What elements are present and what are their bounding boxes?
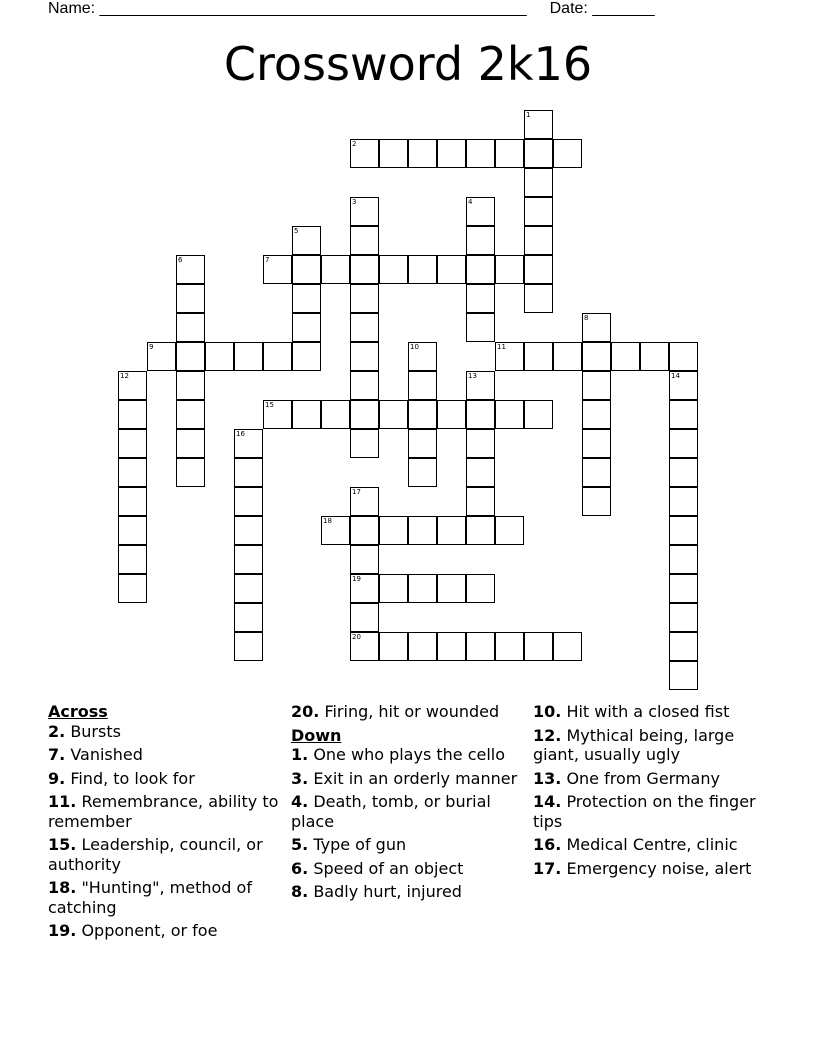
- grid-cell[interactable]: [466, 429, 495, 458]
- grid-cell[interactable]: [669, 632, 698, 661]
- grid-cell[interactable]: [466, 197, 495, 226]
- grid-cell[interactable]: [350, 400, 379, 429]
- clue-item-number: 12.: [533, 725, 562, 745]
- clue-number: 6: [178, 256, 183, 264]
- name-label: Name:: [48, 0, 96, 17]
- grid-cell[interactable]: [234, 487, 263, 516]
- grid-cell[interactable]: [669, 516, 698, 545]
- clue-item: [48, 921, 280, 941]
- grid-cell[interactable]: [176, 313, 205, 342]
- grid-cell[interactable]: [234, 574, 263, 603]
- grid-cell[interactable]: [524, 139, 553, 168]
- grid-cell[interactable]: [466, 284, 495, 313]
- grid-cell[interactable]: [205, 342, 234, 371]
- clue-item-number: 3.: [291, 768, 309, 788]
- clue-item-number: 9.: [48, 768, 66, 788]
- clue-item: [48, 835, 280, 874]
- clue-number: 18: [323, 517, 332, 525]
- clue-item-text: Badly hurt, injured: [313, 882, 462, 901]
- clue-item-text: Vanished: [70, 745, 143, 764]
- clue-item: [291, 702, 523, 722]
- clue-item: [291, 792, 523, 831]
- date-blank[interactable]: _______: [592, 0, 655, 17]
- grid-cell[interactable]: [640, 342, 669, 371]
- page-title: Crossword 2k16: [223, 37, 593, 91]
- grid-cell[interactable]: [466, 139, 495, 168]
- clue-item-text: Remembrance, ability to remember: [48, 792, 279, 831]
- grid-cell[interactable]: [524, 342, 553, 371]
- grid-cell[interactable]: [234, 632, 263, 661]
- clue-item: [291, 835, 523, 855]
- grid-cell[interactable]: [234, 603, 263, 632]
- grid-cell[interactable]: [118, 458, 147, 487]
- grid-cell[interactable]: [350, 545, 379, 574]
- grid-cell[interactable]: [495, 632, 524, 661]
- grid-cell[interactable]: [234, 545, 263, 574]
- grid-cell[interactable]: [321, 516, 350, 545]
- grid-cell[interactable]: [350, 313, 379, 342]
- grid-cell[interactable]: [408, 342, 437, 371]
- grid-cell[interactable]: [466, 226, 495, 255]
- clue-item-number: 4.: [291, 792, 309, 811]
- grid-cell[interactable]: [466, 632, 495, 661]
- grid-cell[interactable]: [495, 516, 524, 545]
- clue-item-number: 5.: [291, 835, 309, 854]
- grid-cell[interactable]: [292, 342, 321, 371]
- grid-cell[interactable]: [379, 516, 408, 545]
- grid-cell[interactable]: [408, 400, 437, 429]
- clue-number: 14: [671, 372, 680, 380]
- grid-cell[interactable]: [350, 603, 379, 632]
- grid-cell[interactable]: [466, 371, 495, 400]
- clue-item: [48, 722, 280, 742]
- grid-cell[interactable]: [669, 400, 698, 429]
- clue-number: 11: [497, 343, 506, 351]
- grid-cell[interactable]: [118, 429, 147, 458]
- grid-cell[interactable]: [524, 255, 553, 284]
- grid-cell[interactable]: [292, 313, 321, 342]
- grid-cell[interactable]: [524, 632, 553, 661]
- clue-item-number: 19.: [48, 921, 77, 940]
- grid-cell[interactable]: [176, 429, 205, 458]
- grid-cell[interactable]: [466, 255, 495, 284]
- grid-cell[interactable]: [118, 487, 147, 516]
- grid-cell[interactable]: [263, 255, 292, 284]
- clue-item: [533, 726, 769, 765]
- clue-item-text: Exit in an orderly manner: [313, 768, 518, 788]
- grid-cell[interactable]: [669, 458, 698, 487]
- clue-item: [291, 882, 523, 902]
- grid-cell[interactable]: [379, 400, 408, 429]
- grid-cell[interactable]: [669, 603, 698, 632]
- grid-cell[interactable]: [292, 284, 321, 313]
- grid-cell[interactable]: [176, 255, 205, 284]
- grid-cell[interactable]: [582, 400, 611, 429]
- clue-heading-down: Down: [291, 725, 342, 745]
- grid-cell[interactable]: [524, 226, 553, 255]
- grid-cell[interactable]: [350, 371, 379, 400]
- clue-item: [291, 859, 523, 879]
- grid-cell[interactable]: [611, 342, 640, 371]
- grid-cell[interactable]: [234, 516, 263, 545]
- grid-cell[interactable]: [408, 139, 437, 168]
- clue-item: [48, 878, 280, 917]
- grid-cell[interactable]: [408, 458, 437, 487]
- clue-item-number: 14.: [533, 792, 562, 811]
- clue-item-text: Bursts: [70, 721, 121, 741]
- clue-item-number: 16.: [533, 835, 562, 854]
- grid-cell[interactable]: [176, 400, 205, 429]
- clue-item: [533, 835, 769, 855]
- clue-item: [48, 769, 280, 789]
- grid-cell[interactable]: [118, 371, 147, 400]
- grid-cell[interactable]: [524, 284, 553, 313]
- grid-cell[interactable]: [582, 371, 611, 400]
- grid-cell[interactable]: [582, 313, 611, 342]
- clue-number: 16: [236, 430, 245, 438]
- clue-number: 9: [149, 343, 154, 351]
- grid-cell[interactable]: [263, 342, 292, 371]
- grid-cell[interactable]: [524, 197, 553, 226]
- clue-number: 8: [584, 314, 589, 322]
- clue-item-number: 15.: [48, 835, 77, 854]
- clue-number: 3: [352, 198, 357, 206]
- grid-cell[interactable]: [234, 342, 263, 371]
- clue-item-text: Firing, hit or wounded: [324, 702, 500, 721]
- grid-cell[interactable]: [408, 371, 437, 400]
- grid-cell[interactable]: [495, 139, 524, 168]
- clue-item-text: One who plays the cello: [313, 745, 506, 764]
- grid-cell[interactable]: [669, 545, 698, 574]
- clue-column-2: [291, 702, 523, 906]
- clue-item-text: Medical Centre, clinic: [566, 835, 738, 854]
- grid-cell[interactable]: [118, 574, 147, 603]
- clue-item-text: Find, to look for: [70, 768, 195, 788]
- grid-cell[interactable]: [495, 255, 524, 284]
- clue-item-text: Opponent, or foe: [81, 921, 218, 940]
- clue-item-number: 11.: [48, 792, 77, 811]
- clue-column-1: [48, 702, 280, 945]
- grid-cell[interactable]: [524, 168, 553, 197]
- clue-item-text: One from Germany: [566, 768, 720, 788]
- grid-cell[interactable]: [466, 458, 495, 487]
- clue-item: [533, 859, 769, 879]
- clue-item-number: 1.: [291, 745, 309, 764]
- grid-cell[interactable]: [118, 516, 147, 545]
- clue-item: [533, 769, 769, 789]
- grid-cell[interactable]: [408, 429, 437, 458]
- grid-cell[interactable]: [553, 342, 582, 371]
- grid-cell[interactable]: [408, 574, 437, 603]
- grid-cell[interactable]: [669, 429, 698, 458]
- grid-cell[interactable]: [350, 632, 379, 661]
- grid-cell[interactable]: [176, 284, 205, 313]
- grid-cell[interactable]: [466, 574, 495, 603]
- clue-item-number: 13.: [533, 768, 562, 788]
- grid-cell[interactable]: [437, 574, 466, 603]
- grid-cell[interactable]: [437, 400, 466, 429]
- clue-item-text: Speed of an object: [313, 858, 464, 878]
- clue-item-text: Protection on the finger tips: [533, 792, 756, 831]
- grid-cell[interactable]: [118, 545, 147, 574]
- clue-column-3: [533, 702, 769, 882]
- clue-item-number: 2.: [48, 721, 66, 741]
- grid-cell[interactable]: [379, 255, 408, 284]
- grid-cell[interactable]: [437, 632, 466, 661]
- grid-cell[interactable]: [466, 313, 495, 342]
- clue-item-number: 7.: [48, 745, 66, 764]
- clue-item-number: 6.: [291, 858, 309, 878]
- grid-cell[interactable]: [292, 255, 321, 284]
- grid-cell[interactable]: [582, 429, 611, 458]
- clue-item: [48, 792, 280, 831]
- grid-cell[interactable]: [263, 400, 292, 429]
- clue-heading-across: Across: [48, 702, 108, 721]
- grid-cell[interactable]: [437, 516, 466, 545]
- grid-cell[interactable]: [582, 458, 611, 487]
- clue-item: [291, 769, 523, 789]
- clue-number: 2: [352, 140, 357, 148]
- grid-cell[interactable]: [321, 400, 350, 429]
- clue-number: 17: [352, 488, 361, 496]
- grid-cell[interactable]: [669, 487, 698, 516]
- grid-cell[interactable]: [350, 197, 379, 226]
- grid-cell[interactable]: [350, 226, 379, 255]
- name-blank[interactable]: ________________________________________________: [99, 0, 527, 17]
- grid-cell[interactable]: [350, 429, 379, 458]
- grid-cell[interactable]: [466, 487, 495, 516]
- grid-cell[interactable]: [350, 139, 379, 168]
- grid-cell[interactable]: [379, 574, 408, 603]
- clue-number: 1: [526, 111, 531, 119]
- grid-cell[interactable]: [176, 458, 205, 487]
- grid-cell[interactable]: [147, 342, 176, 371]
- grid-cell[interactable]: [176, 342, 205, 371]
- clue-item-text: Emergency noise, alert: [566, 858, 752, 878]
- grid-cell[interactable]: [350, 487, 379, 516]
- clue-number: 20: [352, 633, 361, 641]
- clue-item-number: 8.: [291, 882, 309, 901]
- clue-number: 19: [352, 575, 361, 583]
- clue-item-number: 20.: [291, 702, 320, 721]
- grid-cell[interactable]: [292, 226, 321, 255]
- grid-cell[interactable]: [437, 255, 466, 284]
- grid-cell[interactable]: [466, 400, 495, 429]
- clue-number: 15: [265, 401, 274, 409]
- grid-cell[interactable]: [466, 516, 495, 545]
- grid-cell[interactable]: [495, 400, 524, 429]
- grid-cell[interactable]: [408, 632, 437, 661]
- grid-cell[interactable]: [524, 400, 553, 429]
- grid-cell[interactable]: [437, 139, 466, 168]
- grid-cell[interactable]: [176, 371, 205, 400]
- clue-number: 12: [120, 372, 129, 380]
- grid-cell[interactable]: [553, 139, 582, 168]
- grid-cell[interactable]: [350, 342, 379, 371]
- clue-item-text: Mythical being, large giant, usually ugly: [533, 725, 735, 764]
- clue-item-text: "Hunting", method of catching: [48, 878, 252, 917]
- clue-number: 7: [265, 256, 270, 264]
- clue-item-number: 17.: [533, 858, 562, 878]
- grid-cell[interactable]: [379, 632, 408, 661]
- grid-cell[interactable]: [669, 342, 698, 371]
- clue-number: 5: [294, 227, 299, 235]
- clue-item-number: 18.: [48, 878, 77, 897]
- date-label: Date:: [549, 0, 588, 17]
- grid-cell[interactable]: [524, 110, 553, 139]
- clue-number: 4: [468, 198, 473, 206]
- clue-item-text: Hit with a closed fist: [566, 702, 730, 721]
- grid-cell[interactable]: [350, 516, 379, 545]
- clue-item: [533, 702, 769, 722]
- clue-item-text: Type of gun: [313, 835, 407, 854]
- grid-cell[interactable]: [350, 255, 379, 284]
- grid-cell[interactable]: [234, 429, 263, 458]
- grid-cell[interactable]: [582, 342, 611, 371]
- grid-cell[interactable]: [292, 400, 321, 429]
- clue-number: 13: [468, 372, 477, 380]
- grid-cell[interactable]: [408, 255, 437, 284]
- grid-cell[interactable]: [669, 661, 698, 690]
- clue-item-text: Leadership, council, or authority: [48, 835, 263, 874]
- grid-cell[interactable]: [408, 516, 437, 545]
- grid-cell[interactable]: [669, 574, 698, 603]
- grid-cell[interactable]: [582, 487, 611, 516]
- grid-cell[interactable]: [553, 632, 582, 661]
- clue-item: [48, 745, 280, 765]
- grid-cell[interactable]: [350, 284, 379, 313]
- clue-number: 10: [410, 343, 419, 351]
- grid-cell[interactable]: [234, 458, 263, 487]
- grid-cell[interactable]: [379, 139, 408, 168]
- grid-cell[interactable]: [118, 400, 147, 429]
- clue-item: [291, 745, 523, 765]
- grid-cell[interactable]: [669, 371, 698, 400]
- clue-item: [533, 792, 769, 831]
- grid-cell[interactable]: [321, 255, 350, 284]
- grid-cell[interactable]: [495, 342, 524, 371]
- clue-item-text: Death, tomb, or burial place: [291, 792, 491, 831]
- grid-cell[interactable]: [350, 574, 379, 603]
- clue-item-number: 10.: [533, 702, 562, 721]
